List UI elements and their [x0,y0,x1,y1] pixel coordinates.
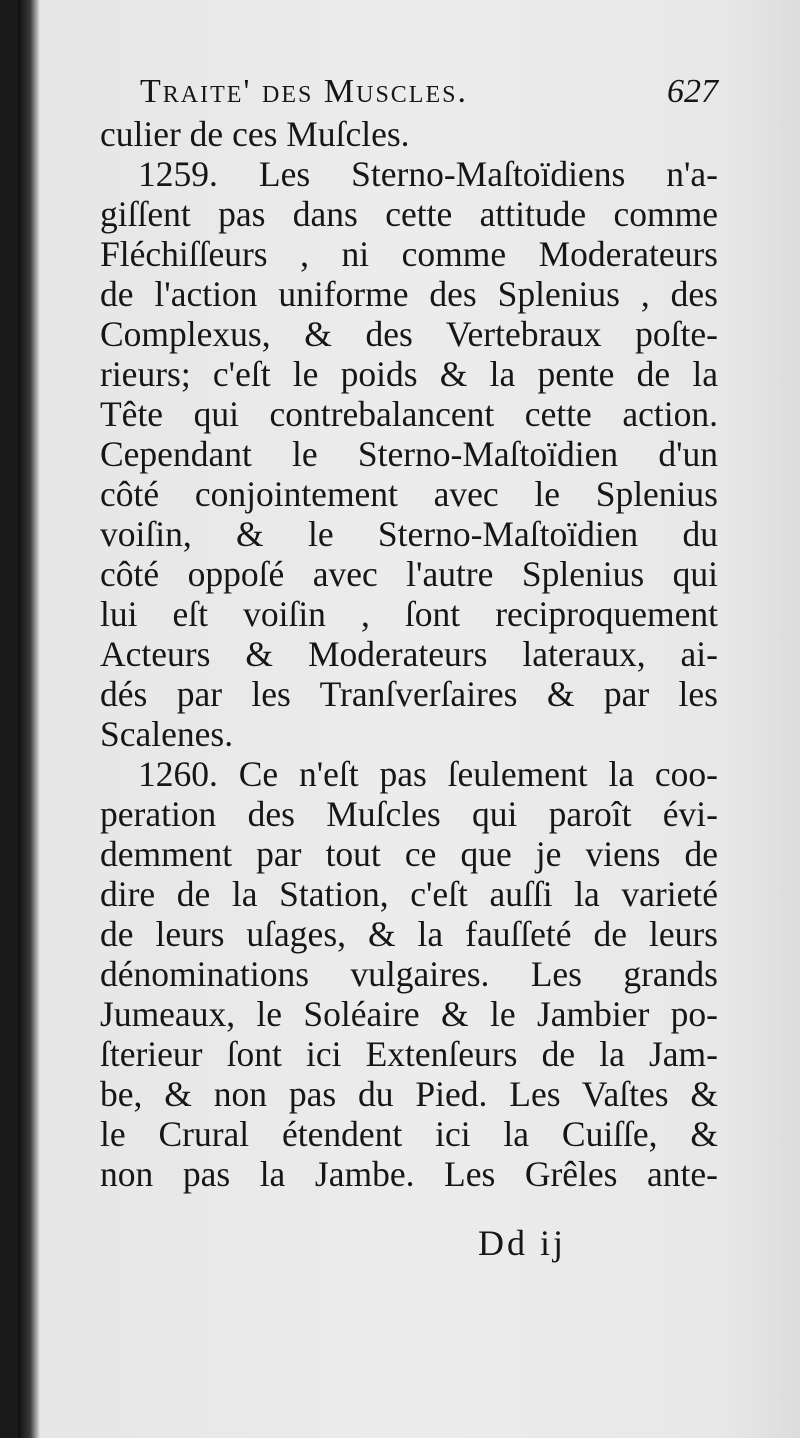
text-line: peration des Muſcles qui paroît évi- [100,794,718,834]
text-line: côté conjointement avec le Splenius [100,474,718,514]
book-page [18,0,800,1438]
text-line: ſterieur ſont ici Extenſeurs de la Jam- [100,1034,718,1074]
page-text [100,70,718,1194]
text-line: de leurs uſages, & la fauſſeté de leurs [100,914,718,954]
text-line: lui eſt voiſin , ſont reciproquement [100,594,718,634]
text-line: 1259. Les Sterno-Maſtoïdiens n'a- [138,154,718,194]
text-line: dire de la Station, c'eſt auſſi la varieté [100,874,718,914]
text-line: culier de ces Muſcles. [100,114,410,154]
running-head-title: Traite' des Muscles. [140,73,468,110]
text-line: Acteurs & Moderateurs lateraux, ai- [100,634,718,674]
text-line: côté oppoſé avec l'autre Splenius qui [100,554,718,594]
text-line: de l'action uniforme des Splenius , des [100,274,718,314]
text-line: Tête qui contrebalancent cette action. [100,394,718,434]
body-text [100,114,718,1194]
running-head [100,70,718,114]
signature-mark: Dd ij [478,1223,567,1263]
text-line: dénominations vulgaires. Les grands [100,954,718,994]
text-line: le Crural étendent ici la Cuiſſe, & [100,1114,718,1154]
text-line: non pas la Jambe. Les Grêles ante- [100,1154,718,1194]
page-number: 627 [667,73,718,110]
text-line: be, & non pas du Pied. Les Vaſtes & [100,1074,718,1114]
text-line: Fléchiſſeurs , ni comme Moderateurs [100,234,718,274]
text-line: demment par tout ce que je viens de [100,834,718,874]
text-line: dés par les Tranſverſaires & par les [100,674,718,714]
text-line: Jumeaux, le Soléaire & le Jambier po- [100,994,718,1034]
text-line: Scalenes. [100,714,234,754]
text-line: 1260. Ce n'eſt pas ſeulement la coo- [138,754,718,794]
text-line: rieurs; c'eſt le poids & la pente de la [100,354,718,394]
text-line: Complexus, & des Vertebraux poſte- [100,314,718,354]
text-line: voiſin, & le Sterno-Maſtoïdien du [100,514,718,554]
text-line: giſſent pas dans cette attitude comme [100,194,718,234]
binding-shadow [18,0,40,1438]
text-line: Cependant le Sterno-Maſtoïdien d'un [100,434,718,474]
